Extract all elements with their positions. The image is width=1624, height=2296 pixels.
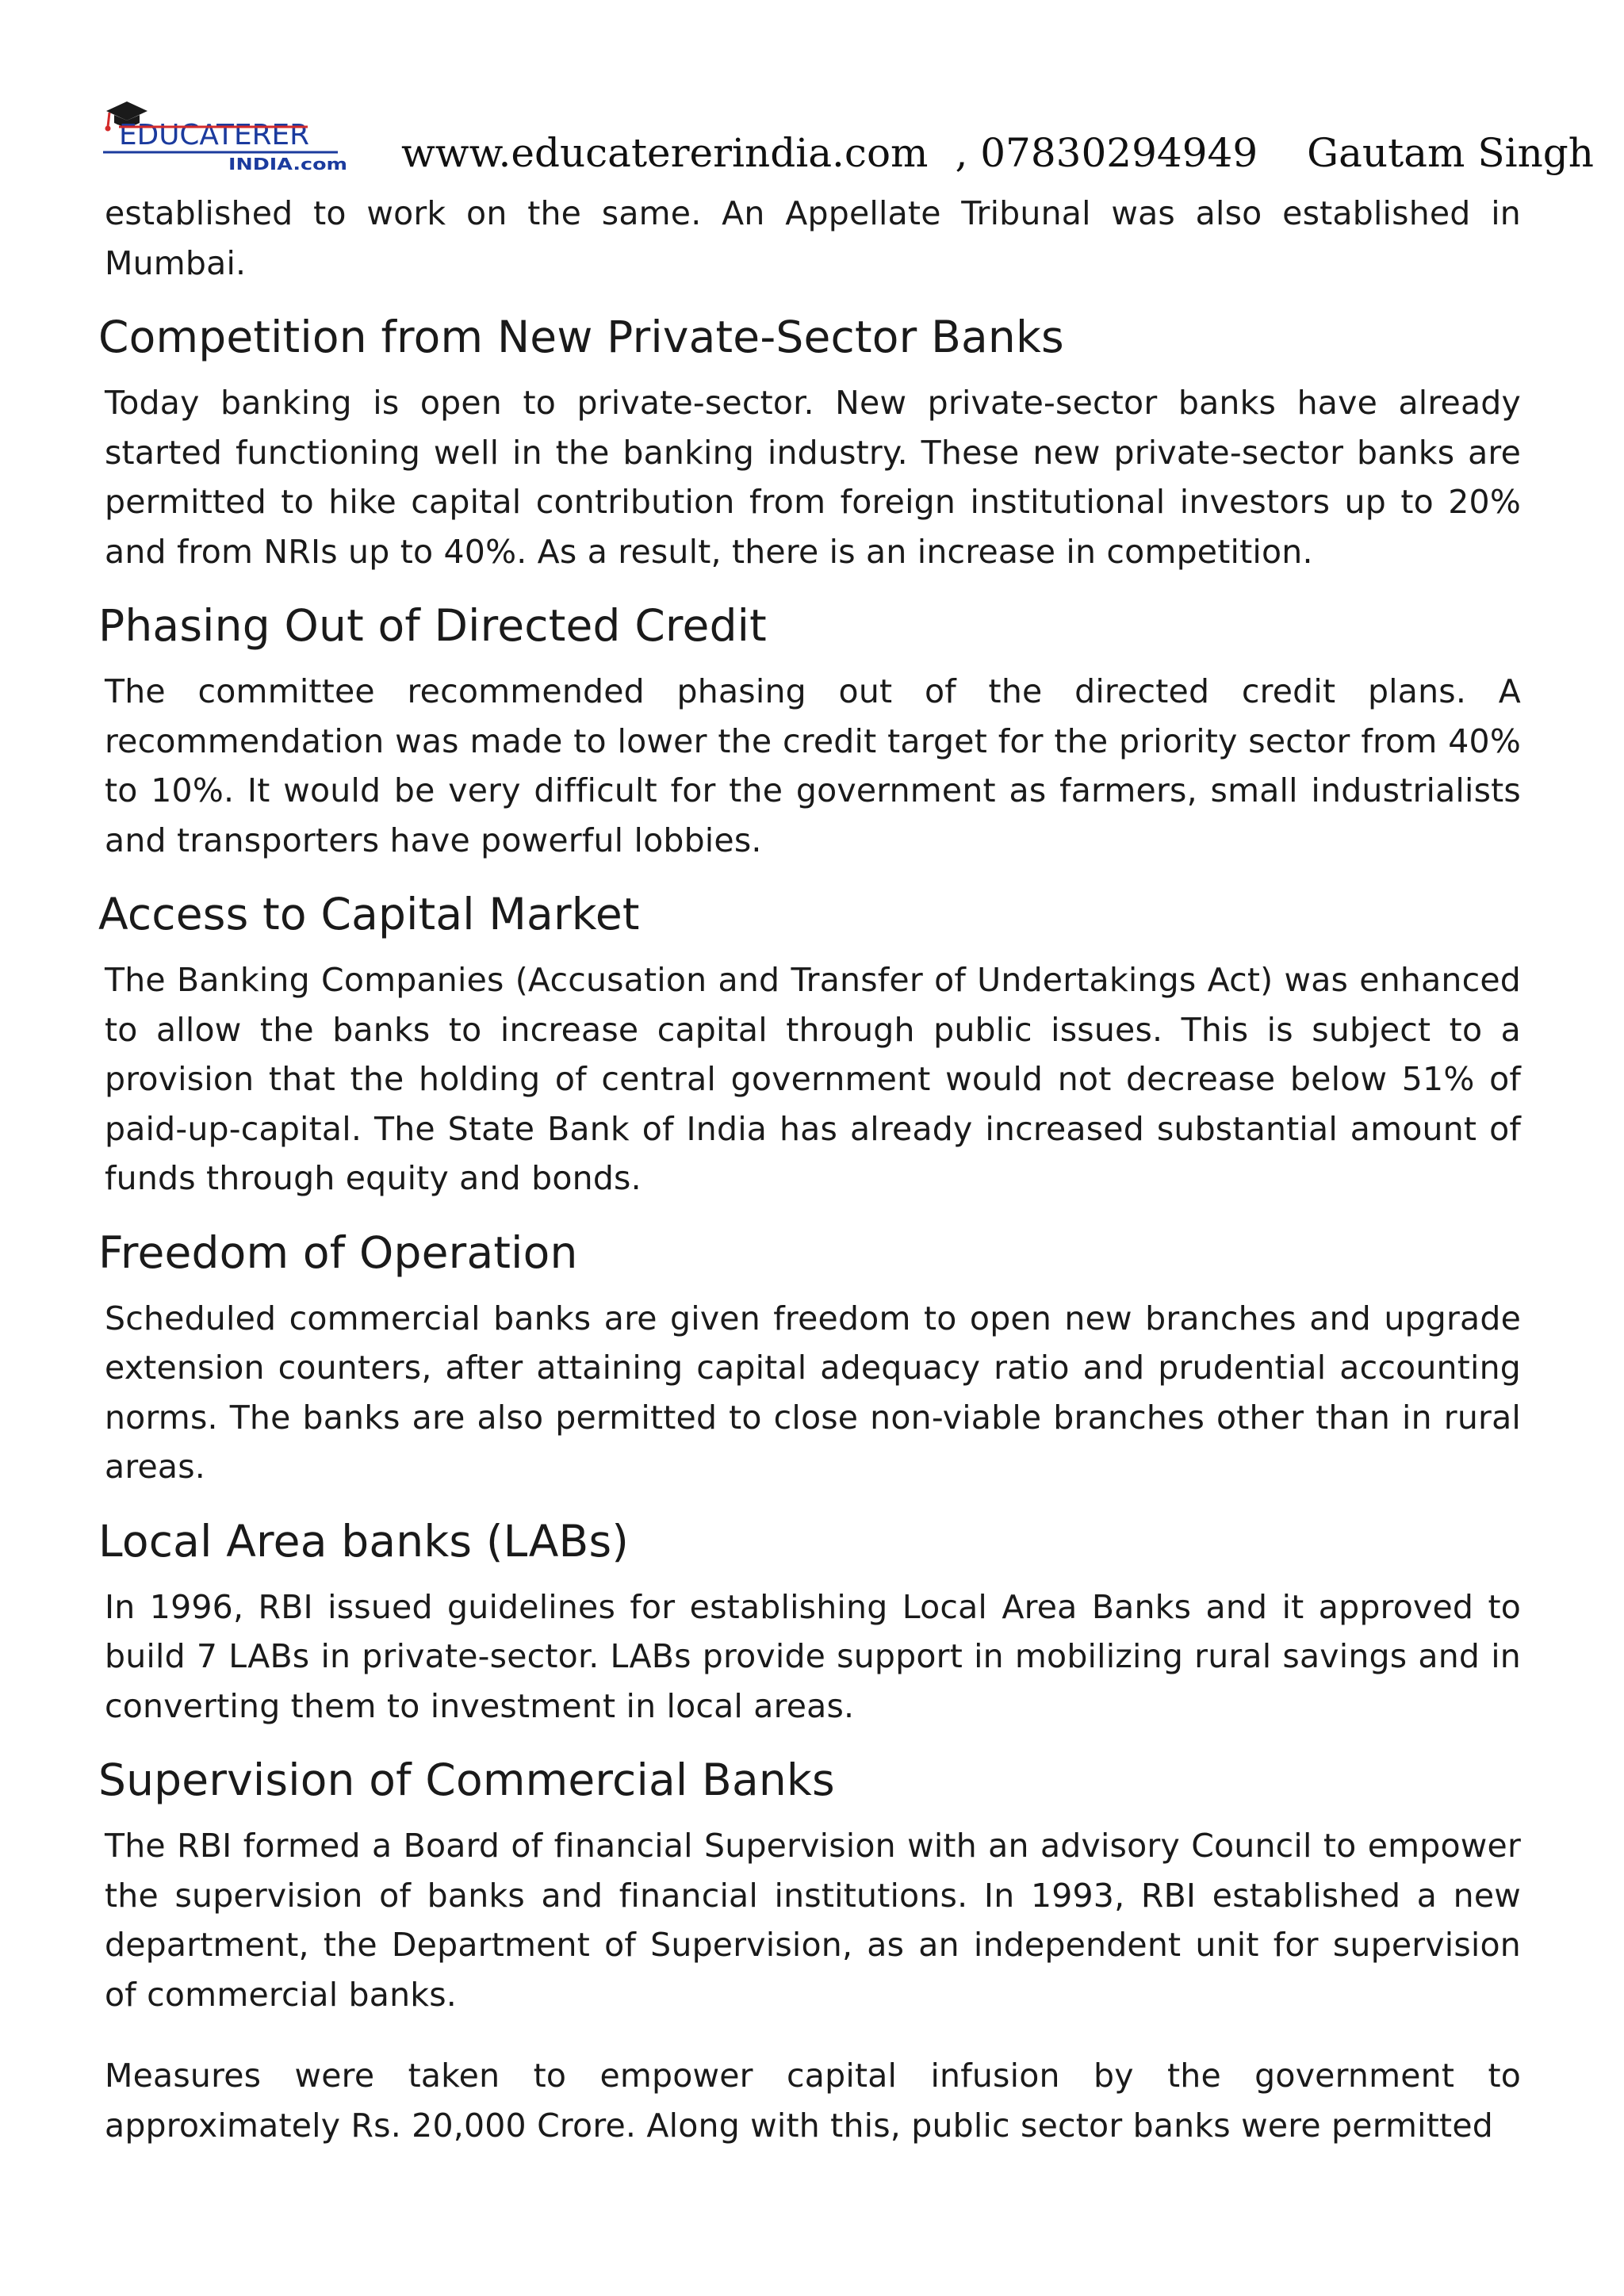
section-body: The Banking Companies (Accusation and Transfer of Undertakings Act) was enhanced to allow the banks to increase capital through public issues. This is subject to a provision that the holding of central government would not decrease below 51% of paid-up-capital. The State Bank of India has already increased substantial amount of funds through equity and bonds. — [105, 961, 1521, 1197]
intro-paragraph: established to work on the same. An Appellate Tribunal was also established in Mumbai. — [105, 194, 1521, 282]
section-heading: Access to Capital Market — [98, 889, 640, 939]
section-heading: Supervision of Commercial Banks — [98, 1755, 835, 1805]
section-body: Scheduled commercial banks are given freedom to open new branches and upgrade extension counters, after attaining capital adequacy ratio and prudential accounting norms. The banks are also permitted to close non-viable branches other than in rural areas. — [105, 1299, 1521, 1486]
section-body: The RBI formed a Board of financial Supervision with an advisory Council to empower the supervision of banks and financial institutions. In 1993, RBI established a new department, the Department of Supervision, as an independent unit for supervision of commercial banks. — [105, 1827, 1521, 2014]
section-body-continued: Measures were taken to empower capital infusion by the government to approximately Rs. 20,000 Crore. Along with this, public sector banks were permitted — [105, 2057, 1521, 2145]
educaterer-india-logo — [100, 95, 385, 174]
logo-subtext: INDIA.com — [228, 155, 347, 174]
section-body: The committee recommended phasing out of the directed credit plans. A recommendation was made to lower the credit target for the priority sector from 40% to 10%. It would be very difficult for the government as farmers, small industrialists and transporters have powerful lobbies. — [105, 672, 1521, 859]
section-body: In 1996, RBI issued guidelines for establishing Local Area Banks and it approved to build 7 LABs in private-sector. LABs provide support in mobilizing rural savings and in converting them to investment in local areas. — [105, 1587, 1521, 1725]
page-header — [100, 95, 1594, 182]
document-body — [98, 189, 1521, 2150]
section-body: Today banking is open to private-sector. New private-sector banks have already started functioning well in the banking industry. These new private-sector banks are permitted to hike capital contribution from foreign institutional investors up to 20% and from NRIs up to 40%. As a result, there is an increase in competition. — [105, 384, 1521, 571]
section-heading: Freedom of Operation — [98, 1226, 578, 1278]
logo-wordmark: EDUCATERER — [119, 119, 309, 151]
header-contact-line — [401, 130, 1594, 176]
website-link[interactable]: www.educatererindia.com — [401, 130, 929, 176]
phone-number: , 07830294949 — [955, 130, 1258, 176]
section-heading: Local Area banks (LABs) — [98, 1515, 629, 1567]
section-heading: Phasing Out of Directed Credit — [98, 600, 767, 651]
author-name: Gautam Singh — [1307, 130, 1594, 176]
section-heading: Competition from New Private-Sector Banks — [98, 312, 1064, 362]
